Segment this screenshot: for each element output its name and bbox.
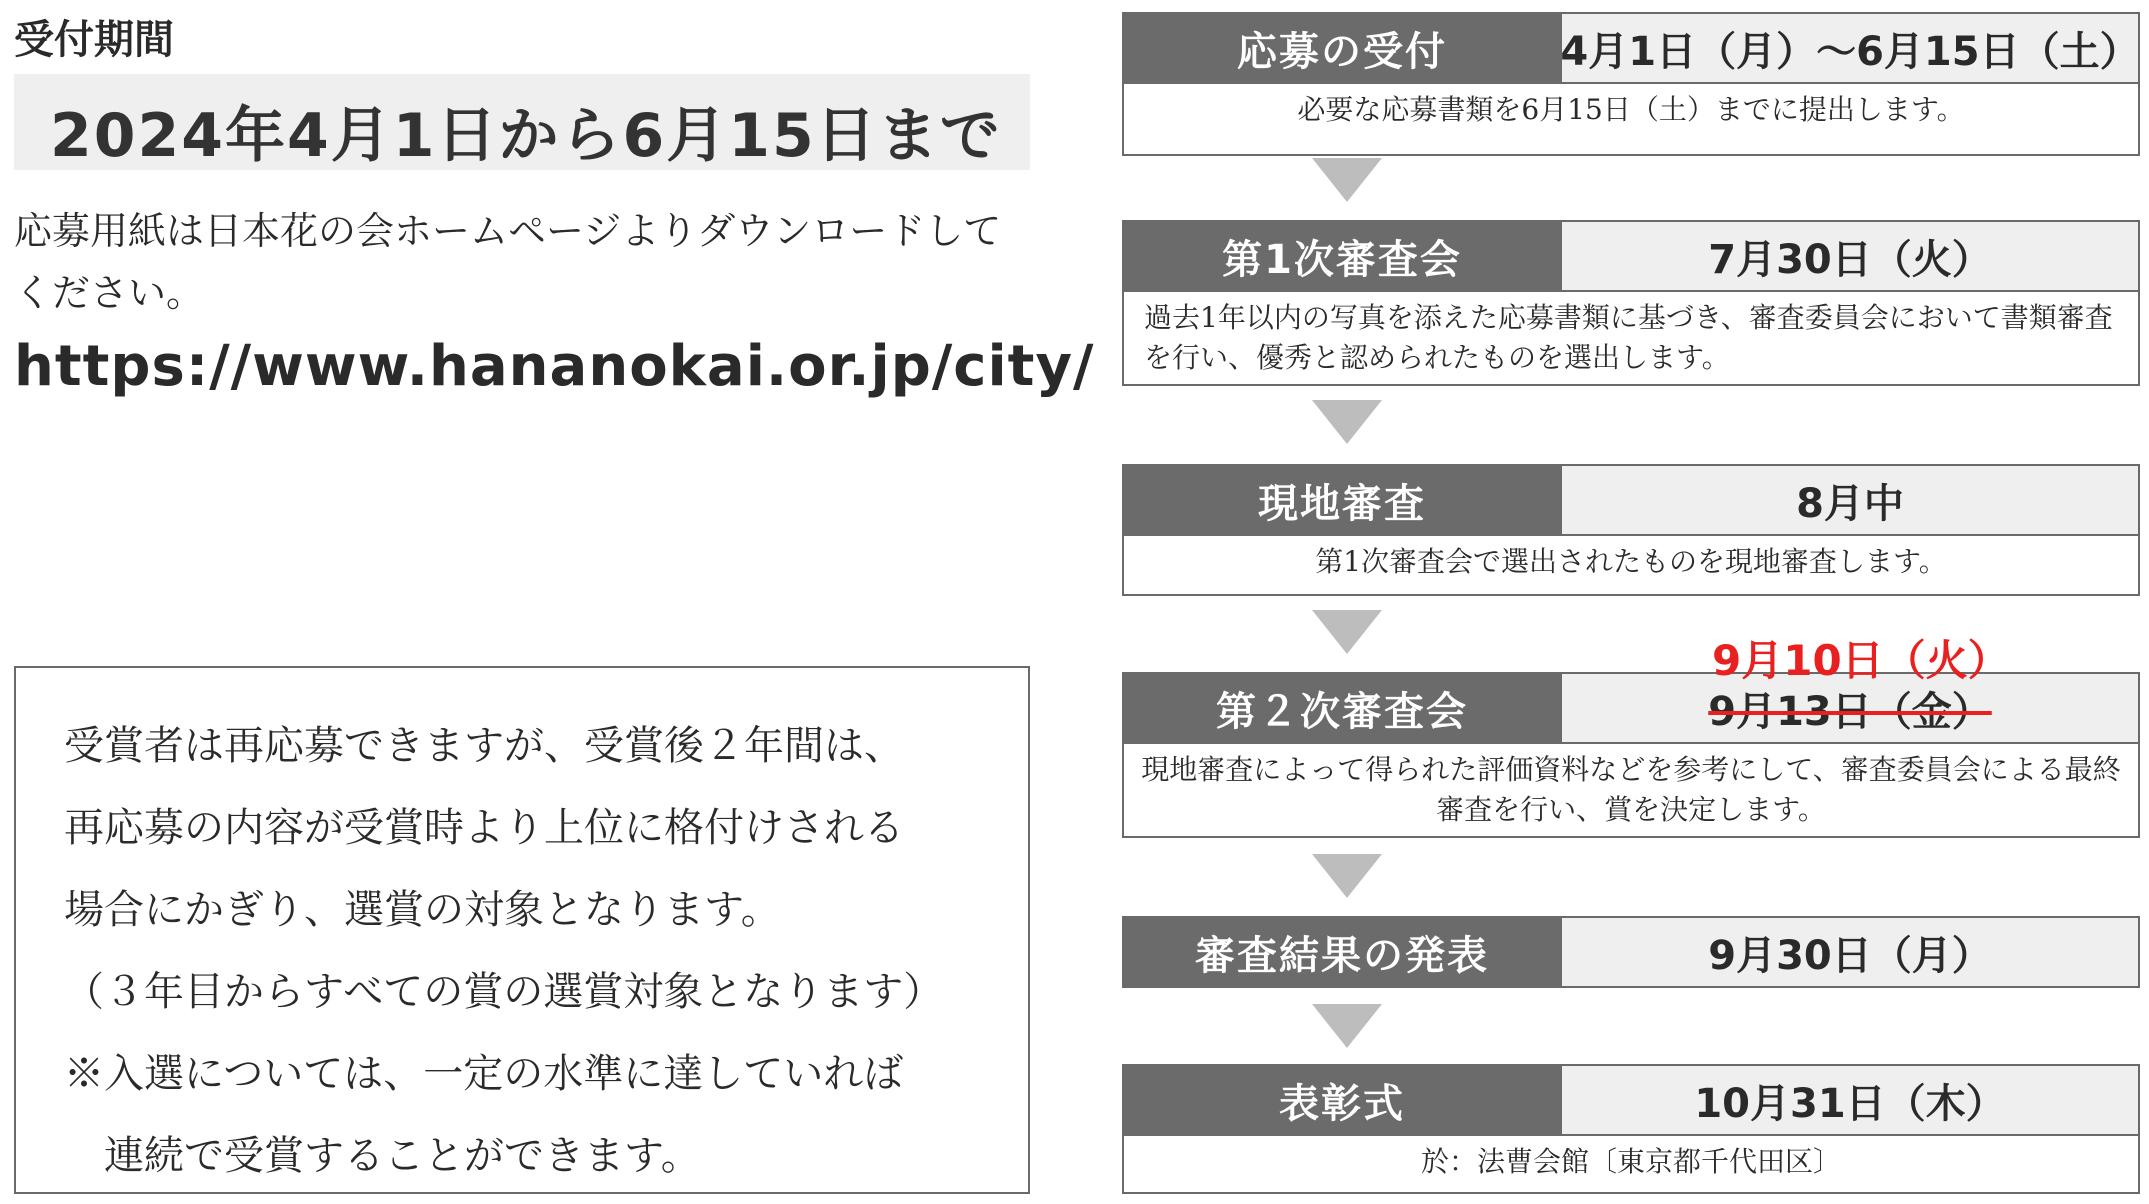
- step-description: 過去1年以内の写真を添えた応募書類に基づき、審査委員会において書類審査を行い、優秀と認められたものを選出します。: [1122, 290, 2140, 386]
- period-label: 受付期間: [14, 17, 174, 63]
- note-line: ※入選については、一定の水準に達していれば: [64, 1051, 904, 1097]
- struck-date: 9月13日（金）: [1708, 688, 1992, 735]
- down-arrow-icon: [1312, 158, 1382, 202]
- step-date: 9月30日（月）: [1560, 918, 2138, 986]
- reapplication-note-box: [14, 666, 1030, 1194]
- step-description: 現地審査によって得られた評価資料などを参考にして、審査委員会による最終審査を行い、賞を決定します。: [1122, 742, 2140, 838]
- step-date: 7月30日（火）: [1560, 222, 2138, 290]
- down-arrow-icon: [1312, 854, 1382, 898]
- step-header: [1122, 1064, 2140, 1136]
- step-description: 必要な応募書類を6月15日（土）までに提出します。: [1122, 82, 2140, 156]
- step-title: 応募の受付: [1124, 14, 1560, 82]
- note-line: 再応募の内容が受賞時より上位に格付けされる: [64, 805, 904, 851]
- period-value: 2024年4月1日から6月15日まで: [50, 101, 1002, 171]
- step-title: 第２次審査会: [1124, 674, 1560, 742]
- step-date: 4月1日（月）～6月15日（土）: [1560, 14, 2138, 82]
- download-instructions: 応募用紙は日本花の会ホームページよりダウンロードしてください。: [14, 209, 1002, 315]
- down-arrow-icon: [1312, 1004, 1382, 1048]
- download-url-link[interactable]: https://www.hananokai.or.jp/city/: [14, 334, 1095, 399]
- down-arrow-icon: [1312, 610, 1382, 654]
- step-header: [1122, 12, 2140, 84]
- step-title: 表彰式: [1124, 1066, 1560, 1134]
- step-description: 於：法曹会館〔東京都千代田区〕: [1122, 1134, 2140, 1194]
- down-arrow-icon: [1312, 400, 1382, 444]
- note-line: （３年目からすべての賞の選賞対象となります）: [64, 969, 944, 1015]
- note-line: 場合にかぎり、選賞の対象となります。: [64, 887, 781, 933]
- step-date: 8月中: [1560, 466, 2138, 534]
- step-title: 現地審査: [1124, 466, 1560, 534]
- step-header: [1122, 220, 2140, 292]
- step-title: 審査結果の発表: [1124, 918, 1560, 986]
- note-line: 受賞者は再応募できますが、受賞後２年間は、: [64, 723, 904, 769]
- step-title: 第1次審査会: [1124, 222, 1560, 290]
- step-header: [1122, 916, 2140, 988]
- step-header: [1122, 464, 2140, 536]
- step-date: 10月31日（木）: [1560, 1066, 2138, 1134]
- revised-date: 9月10日（火）: [1712, 636, 2010, 685]
- note-line: 連続で受賞することができます。: [64, 1133, 701, 1179]
- period-box: [14, 74, 1030, 170]
- step-description: 第1次審査会で選出されたものを現地審査します。: [1122, 534, 2140, 596]
